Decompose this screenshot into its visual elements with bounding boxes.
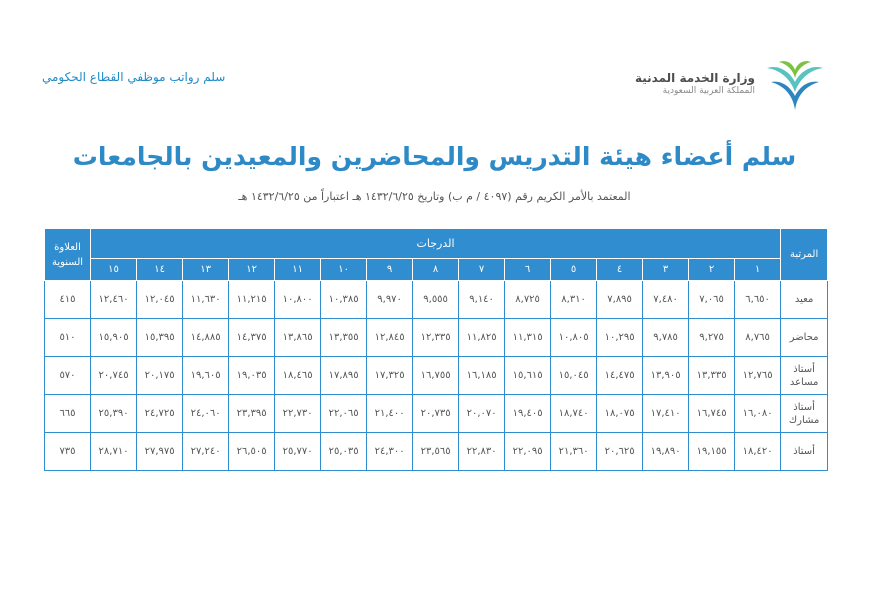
degree-header: ١ <box>735 259 781 281</box>
salary-cell: ٢٤,٧٢٥ <box>137 395 183 433</box>
degree-header: ١٥ <box>91 259 137 281</box>
degree-header: ٦ <box>505 259 551 281</box>
salary-cell: ١٦,١٨٥ <box>459 357 505 395</box>
rank-cell: معيد <box>781 281 828 319</box>
scale-name: سلم رواتب موظفي القطاع الحكومي <box>42 70 226 84</box>
salary-cell: ١٣,٨٦٥ <box>275 319 321 357</box>
salary-table <box>44 228 828 471</box>
salary-cell: ١٤,٣٧٥ <box>229 319 275 357</box>
salary-cell: ٨,٧٢٥ <box>505 281 551 319</box>
salary-cell: ١٣,٩٠٥ <box>643 357 689 395</box>
salary-cell: ٩,٢٧٥ <box>689 319 735 357</box>
salary-cell: ١٩,٠٣٥ <box>229 357 275 395</box>
salary-cell: ٨,٧٦٥ <box>735 319 781 357</box>
salary-cell: ٢٧,٢٤٠ <box>183 433 229 471</box>
annual-raise-cell: ٥١٠ <box>45 319 91 357</box>
salary-cell: ٧,٠٦٥ <box>689 281 735 319</box>
ministry-name: وزارة الخدمة المدنية <box>634 70 755 85</box>
salary-cell: ١٦,٧٤٥ <box>689 395 735 433</box>
degree-header: ١٢ <box>229 259 275 281</box>
salary-cell: ١٨,٤٢٠ <box>735 433 781 471</box>
salary-cell: ٢٢,٨٣٠ <box>459 433 505 471</box>
salary-cell: ١٢,٤٦٠ <box>91 281 137 319</box>
salary-cell: ٢٠,٧٤٥ <box>91 357 137 395</box>
salary-cell: ١٠,٨٠٥ <box>551 319 597 357</box>
annual-raise-cell: ٥٧٠ <box>45 357 91 395</box>
salary-cell: ١٩,٤٠٥ <box>505 395 551 433</box>
salary-cell: ٢١,٤٠٠ <box>367 395 413 433</box>
degree-header: ٥ <box>551 259 597 281</box>
salary-cell: ١٣,٣٥٥ <box>321 319 367 357</box>
salary-cell: ٧,٤٨٠ <box>643 281 689 319</box>
page-subtitle: المعتمد بالأمر الكريم رقم (٤٠٩٧ / م ب) وتاريخ ١٤٣٢/٦/٢٥ هـ اعتباراً من ١٤٣٢/٦/٢٥ هـ <box>238 190 631 203</box>
salary-cell: ٢٣,٥٦٥ <box>413 433 459 471</box>
annual-raise-header: العلاوة السنوية <box>45 229 91 281</box>
salary-cell: ١٤,٤٧٥ <box>597 357 643 395</box>
salary-cell: ١١,٦٣٠ <box>183 281 229 319</box>
salary-cell: ٢٥,٣٩٠ <box>91 395 137 433</box>
table-row <box>45 357 828 395</box>
salary-cell: ١٧,٣٢٥ <box>367 357 413 395</box>
degree-header: ١٠ <box>321 259 367 281</box>
salary-cell: ١٥,٠٤٥ <box>551 357 597 395</box>
rank-cell: أستاذ مشارك <box>781 395 828 433</box>
degree-header: ٧ <box>459 259 505 281</box>
salary-cell: ١٧,٤١٠ <box>643 395 689 433</box>
salary-cell: ١٦,٧٥٥ <box>413 357 459 395</box>
rank-cell: أستاذ مساعد <box>781 357 828 395</box>
rank-cell: أستاذ <box>781 433 828 471</box>
rank-cell: محاضر <box>781 319 828 357</box>
salary-cell: ١١,٣١٥ <box>505 319 551 357</box>
salary-cell: ٢٠,٦٢٥ <box>597 433 643 471</box>
degree-header: ٢ <box>689 259 735 281</box>
salary-cell: ١٩,١٥٥ <box>689 433 735 471</box>
degree-header: ١٣ <box>183 259 229 281</box>
degree-header: ٩ <box>367 259 413 281</box>
salary-cell: ٢٦,٥٠٥ <box>229 433 275 471</box>
salary-cell: ١٦,٠٨٠ <box>735 395 781 433</box>
degree-header: ١١ <box>275 259 321 281</box>
salary-cell: ١٣,٣٣٥ <box>689 357 735 395</box>
salary-cell: ٢٥,٠٣٥ <box>321 433 367 471</box>
salary-cell: ١٥,٣٩٥ <box>137 319 183 357</box>
salary-cell: ٩,٥٥٥ <box>413 281 459 319</box>
salary-cell: ١٠,٢٩٥ <box>597 319 643 357</box>
salary-cell: ١٧,٨٩٥ <box>321 357 367 395</box>
kingdom-name: المملكة العربية السعودية <box>662 85 755 96</box>
annual-raise-cell: ٤١٥ <box>45 281 91 319</box>
ministry-logo-icon <box>763 56 827 112</box>
salary-cell: ١١,٨٢٥ <box>459 319 505 357</box>
salary-cell: ١١,٢١٥ <box>229 281 275 319</box>
ministry-header <box>635 56 827 112</box>
salary-cell: ٦,٦٥٠ <box>735 281 781 319</box>
salary-cell: ١٠,٣٨٥ <box>321 281 367 319</box>
salary-cell: ١٢,٧٦٥ <box>735 357 781 395</box>
salary-cell: ١٢,٨٤٥ <box>367 319 413 357</box>
salary-cell: ٢٣,٣٩٥ <box>229 395 275 433</box>
table-row <box>45 433 828 471</box>
page-title: سلم أعضاء هيئة التدريس والمحاضرين والمعيدين بالجامعات <box>72 142 797 171</box>
salary-cell: ٩,١٤٠ <box>459 281 505 319</box>
salary-cell: ١٢,٠٤٥ <box>137 281 183 319</box>
salary-cell: ٢٨,٧١٠ <box>91 433 137 471</box>
table-row <box>45 281 828 319</box>
salary-cell: ١٨,٧٤٠ <box>551 395 597 433</box>
salary-cell: ٢٥,٧٧٠ <box>275 433 321 471</box>
salary-cell: ٢٠,١٧٥ <box>137 357 183 395</box>
salary-cell: ٢١,٣٦٠ <box>551 433 597 471</box>
salary-cell: ١٤,٨٨٥ <box>183 319 229 357</box>
rank-header: المرتبة <box>781 229 828 281</box>
salary-cell: ١٥,٩٠٥ <box>91 319 137 357</box>
salary-cell: ١٩,٨٩٠ <box>643 433 689 471</box>
salary-cell: ٩,٧٨٥ <box>643 319 689 357</box>
salary-cell: ٢٢,٧٣٠ <box>275 395 321 433</box>
salary-cell: ١٨,٠٧٥ <box>597 395 643 433</box>
salary-cell: ٢٠,٠٧٠ <box>459 395 505 433</box>
salary-cell: ٨,٣١٠ <box>551 281 597 319</box>
table-row <box>45 319 828 357</box>
degree-header: ٣ <box>643 259 689 281</box>
salary-cell: ٢٤,٣٠٠ <box>367 433 413 471</box>
salary-cell: ١٩,٦٠٥ <box>183 357 229 395</box>
degree-header-row <box>45 259 828 281</box>
salary-cell: ١٢,٣٣٥ <box>413 319 459 357</box>
salary-cell: ١٥,٦١٥ <box>505 357 551 395</box>
salary-cell: ٢٢,٠٦٥ <box>321 395 367 433</box>
table-row <box>45 395 828 433</box>
degree-header: ١٤ <box>137 259 183 281</box>
salary-cell: ٢٠,٧٣٥ <box>413 395 459 433</box>
salary-cell: ٢٧,٩٧٥ <box>137 433 183 471</box>
salary-cell: ٧,٨٩٥ <box>597 281 643 319</box>
salary-cell: ٩,٩٧٠ <box>367 281 413 319</box>
salary-cell: ١٨,٤٦٥ <box>275 357 321 395</box>
degree-header: ٤ <box>597 259 643 281</box>
degrees-header: الدرجات <box>91 229 781 259</box>
salary-cell: ٢٤,٠٦٠ <box>183 395 229 433</box>
salary-cell: ١٠,٨٠٠ <box>275 281 321 319</box>
degree-header: ٨ <box>413 259 459 281</box>
salary-cell: ٢٢,٠٩٥ <box>505 433 551 471</box>
annual-raise-cell: ٧٣٥ <box>45 433 91 471</box>
annual-raise-cell: ٦٦٥ <box>45 395 91 433</box>
